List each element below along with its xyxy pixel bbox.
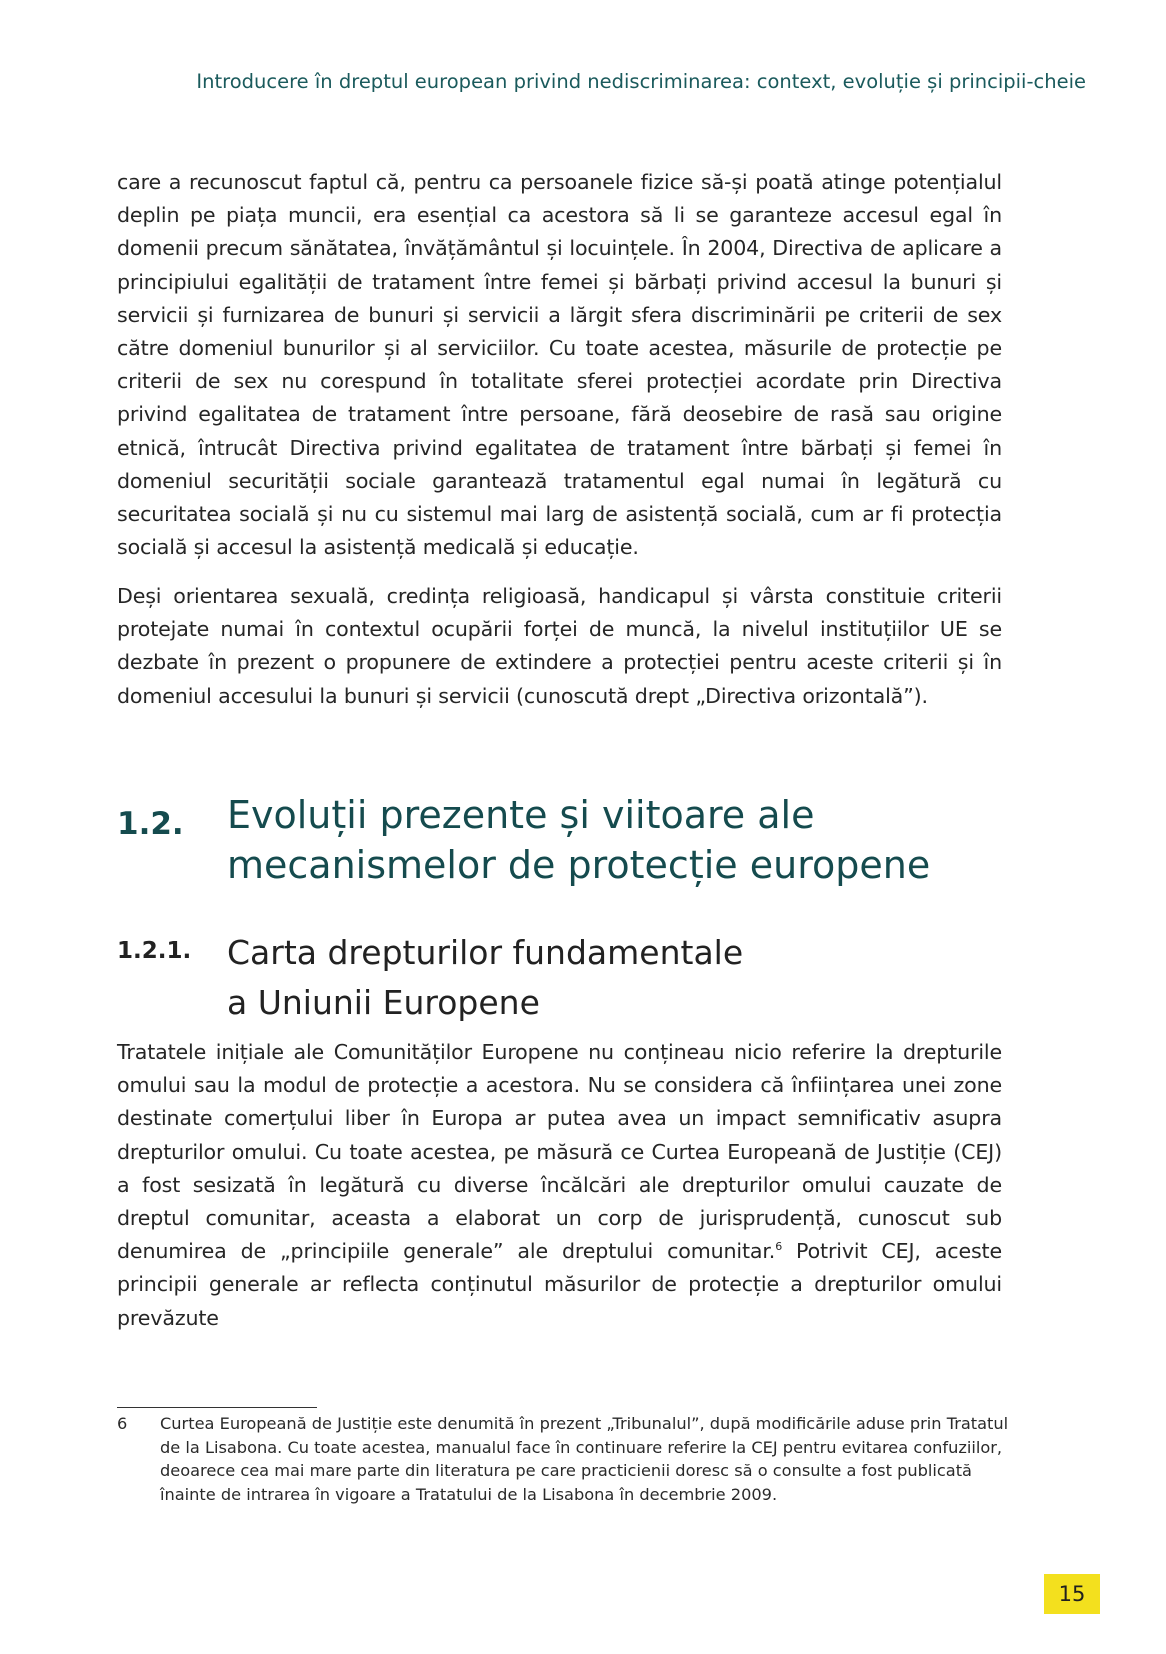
subsection-title-line-1: Carta drepturilor fundamentale	[227, 933, 744, 972]
page-number-badge	[1044, 1574, 1100, 1614]
section-title	[227, 790, 930, 890]
paragraph-main-text: Tratatele inițiale ale Comunităților Europene nu conțineau nicio referire la drepturile omului sau la modul de protecție a acestora. Nu se considera că înființarea unei zone destinate comerțului liber în Europa ar putea avea un impact semnificativ asupra drepturilor omului. Cu toate acestea, pe măsură ce Curtea Europeană de Justiție (CEJ) a fost sesizată în legătură cu diverse încălcări ale drepturilor omului cauzate de dreptul comunitar, aceasta a elaborat un corp de jurisprudență, cunoscut sub denumirea de „principiile generale” ale dreptului comunitar.	[117, 1040, 1002, 1264]
section-title-line-1: Evoluții prezente și viitoare ale	[227, 793, 815, 837]
section-number: 1.2.	[117, 806, 184, 842]
footnote-number: 6	[117, 1414, 128, 1433]
body-paragraph-1	[117, 166, 1002, 564]
footnote-reference[interactable]: 6	[775, 1240, 783, 1254]
subsection-title	[227, 928, 743, 1028]
paragraph-tail-text: Potrivit CEJ, aceste principii generale ar reflecta conținutul măsurilor de protecție a drepturilor omului prevăzute	[117, 1239, 1002, 1330]
subsection-title-line-2: a Uniunii Europene	[227, 983, 540, 1022]
section-title-line-2: mecanismelor de protecție europene	[227, 843, 931, 887]
subsection-number: 1.2.1.	[117, 938, 192, 964]
page-number: 15	[1058, 1582, 1086, 1606]
body-paragraph-3	[117, 1036, 1002, 1335]
paragraph-text: Deși orientarea sexuală, credința religioasă, handicapul și vârsta constituie criterii protejate numai în contextul ocupării forței de muncă, la nivelul instituțiilor UE se dezbate în prezent o propunere de extindere a protecției pentru aceste criterii și în domeniul accesului la bunuri și servicii (cunoscută drept „Directiva orizontală”).	[117, 584, 1002, 708]
paragraph-text: care a recunoscut faptul că, pentru ca persoanele fizice să-și poată atinge potențialul deplin pe piața muncii, era esențial ca acestora să li se garanteze accesul egal în domenii precum sănătatea, învățământul și locuințele. În 2004, Directiva de aplicare a principiului egalității de tratament între femei și bărbați privind accesul la bunuri și servicii și furnizarea de bunuri și servicii a lărgit sfera discriminării pe criterii de sex către domeniul bunurilor și al serviciilor. Cu toate acestea, măsurile de protecție pe criterii de sex nu corespund în totalitate sferei protecției acordate prin Directiva privind egalitatea de tratament între persoane, fără deosebire de rasă sau origine etnică, întrucât Directiva privind egalitatea de tratament între bărbați și femei în domeniul securității sociale garantează tratamentul egal numai în legătură cu securitatea socială și nu cu sistemul mai larg de asistență socială, cum ar fi protecția socială și accesul la asistență medicală și educație.	[117, 170, 1002, 560]
footnote-text: Curtea Europeană de Justiție este denumită în prezent „Tribunalul”, după modificările aduse prin Tratatul de la Lisabona. Cu toate acestea, manualul face în continuare referire la CEJ pentru evitarea confuziilor, deoarece cea mai mare parte din literatura pe care practicienii doresc să o consulte a fost publicată înainte de intrarea în vigoare a Tratatului de la Lisabona în decembrie 2009.	[160, 1414, 1009, 1504]
paragraph-text	[117, 1036, 1002, 1335]
running-header: Introducere în dreptul european privind nediscriminarea: context, evoluție și principii-cheie	[196, 70, 1086, 93]
footnote-divider	[117, 1407, 317, 1408]
body-paragraph-2	[117, 580, 1002, 713]
